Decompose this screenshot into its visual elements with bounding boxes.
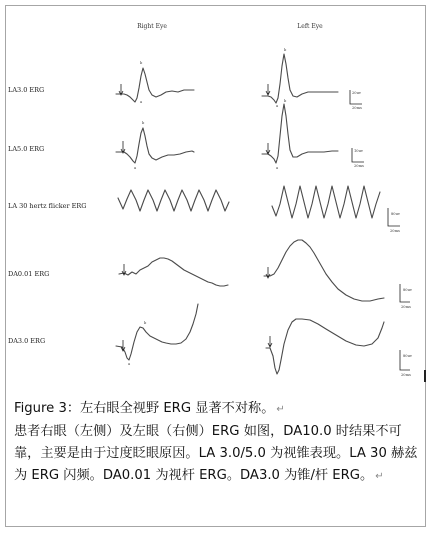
- margin-tick: [424, 370, 426, 382]
- scale-ms-label: 20ms: [352, 106, 362, 110]
- return-mark: ↵: [276, 404, 285, 415]
- scale-uv-label: 80uv: [403, 288, 412, 292]
- trace-la30-left: [262, 48, 338, 108]
- figure-caption: [14, 398, 422, 488]
- peak-a-label: a: [140, 100, 143, 104]
- scale-bar-row3: [388, 208, 401, 233]
- peak-b-label: b: [140, 61, 143, 65]
- scale-bar-row5: [400, 350, 413, 377]
- scale-uv-label: 80uv: [403, 354, 412, 358]
- scale-uv-label: 80uv: [391, 212, 400, 216]
- trace-flicker-left: [272, 186, 380, 218]
- peak-a-label: a: [134, 166, 137, 170]
- peak-a-label: a: [276, 166, 279, 170]
- scale-uv-label: 10uv: [354, 149, 363, 153]
- caption-body: 患者右眼（左侧）及左眼（右侧）ERG 如图，DA10.0 时结果不可靠，主要是由于过度眨眼原因。LA 3.0/5.0 为视锥表现。LA 30 赫兹为 ERG 闪频。DA0.01 为视杆 ERG。DA3.0 为锥/杆 ERG。: [14, 424, 418, 483]
- row-label-la30: LA3.0 ERG: [8, 86, 45, 94]
- peak-a-label: a: [276, 104, 279, 108]
- scale-ms-label: 20ms: [354, 164, 364, 168]
- row-label-la50: LA5.0 ERG: [8, 145, 45, 153]
- scale-bar-row2: [352, 148, 364, 168]
- trace-flicker-right: [118, 190, 229, 211]
- return-mark: ↵: [375, 471, 384, 482]
- scale-bar-row1: [350, 90, 362, 110]
- trace-la30-right: [116, 61, 194, 104]
- erg-figure: [6, 6, 425, 391]
- row-label-da001: DA0.01 ERG: [8, 270, 50, 278]
- trace-da001-right: [119, 258, 228, 286]
- caption-title: Figure 3：左右眼全视野 ERG 显著不对称。: [14, 401, 275, 416]
- scale-uv-label: 20uv: [352, 91, 361, 95]
- peak-b-label: b: [284, 48, 287, 52]
- trace-la50-right: [116, 121, 194, 170]
- caption-body-line: [14, 421, 422, 488]
- peak-b-label: b: [284, 99, 287, 103]
- peak-a-label: a: [128, 362, 131, 366]
- trace-la50-left: [262, 99, 338, 170]
- row-label-flicker: LA 30 hertz flicker ERG: [8, 202, 87, 210]
- scale-ms-label: 20ms: [401, 373, 411, 377]
- caption-title-line: [14, 398, 422, 421]
- scale-bar-row4: [400, 284, 413, 309]
- trace-da001-left: [264, 240, 384, 301]
- peak-b-label: b: [142, 121, 145, 125]
- left-eye-header: Left Eye: [297, 23, 323, 30]
- scale-ms-label: 20ms: [401, 305, 411, 309]
- erg-figure-svg: [6, 6, 425, 391]
- peak-b-label: b: [144, 321, 147, 325]
- trace-da30-right: [116, 304, 198, 366]
- scale-ms-label: 20ms: [390, 229, 400, 233]
- right-eye-header: Right Eye: [137, 23, 167, 30]
- row-label-da30: DA3.0 ERG: [8, 337, 46, 345]
- trace-da30-left: [266, 319, 384, 374]
